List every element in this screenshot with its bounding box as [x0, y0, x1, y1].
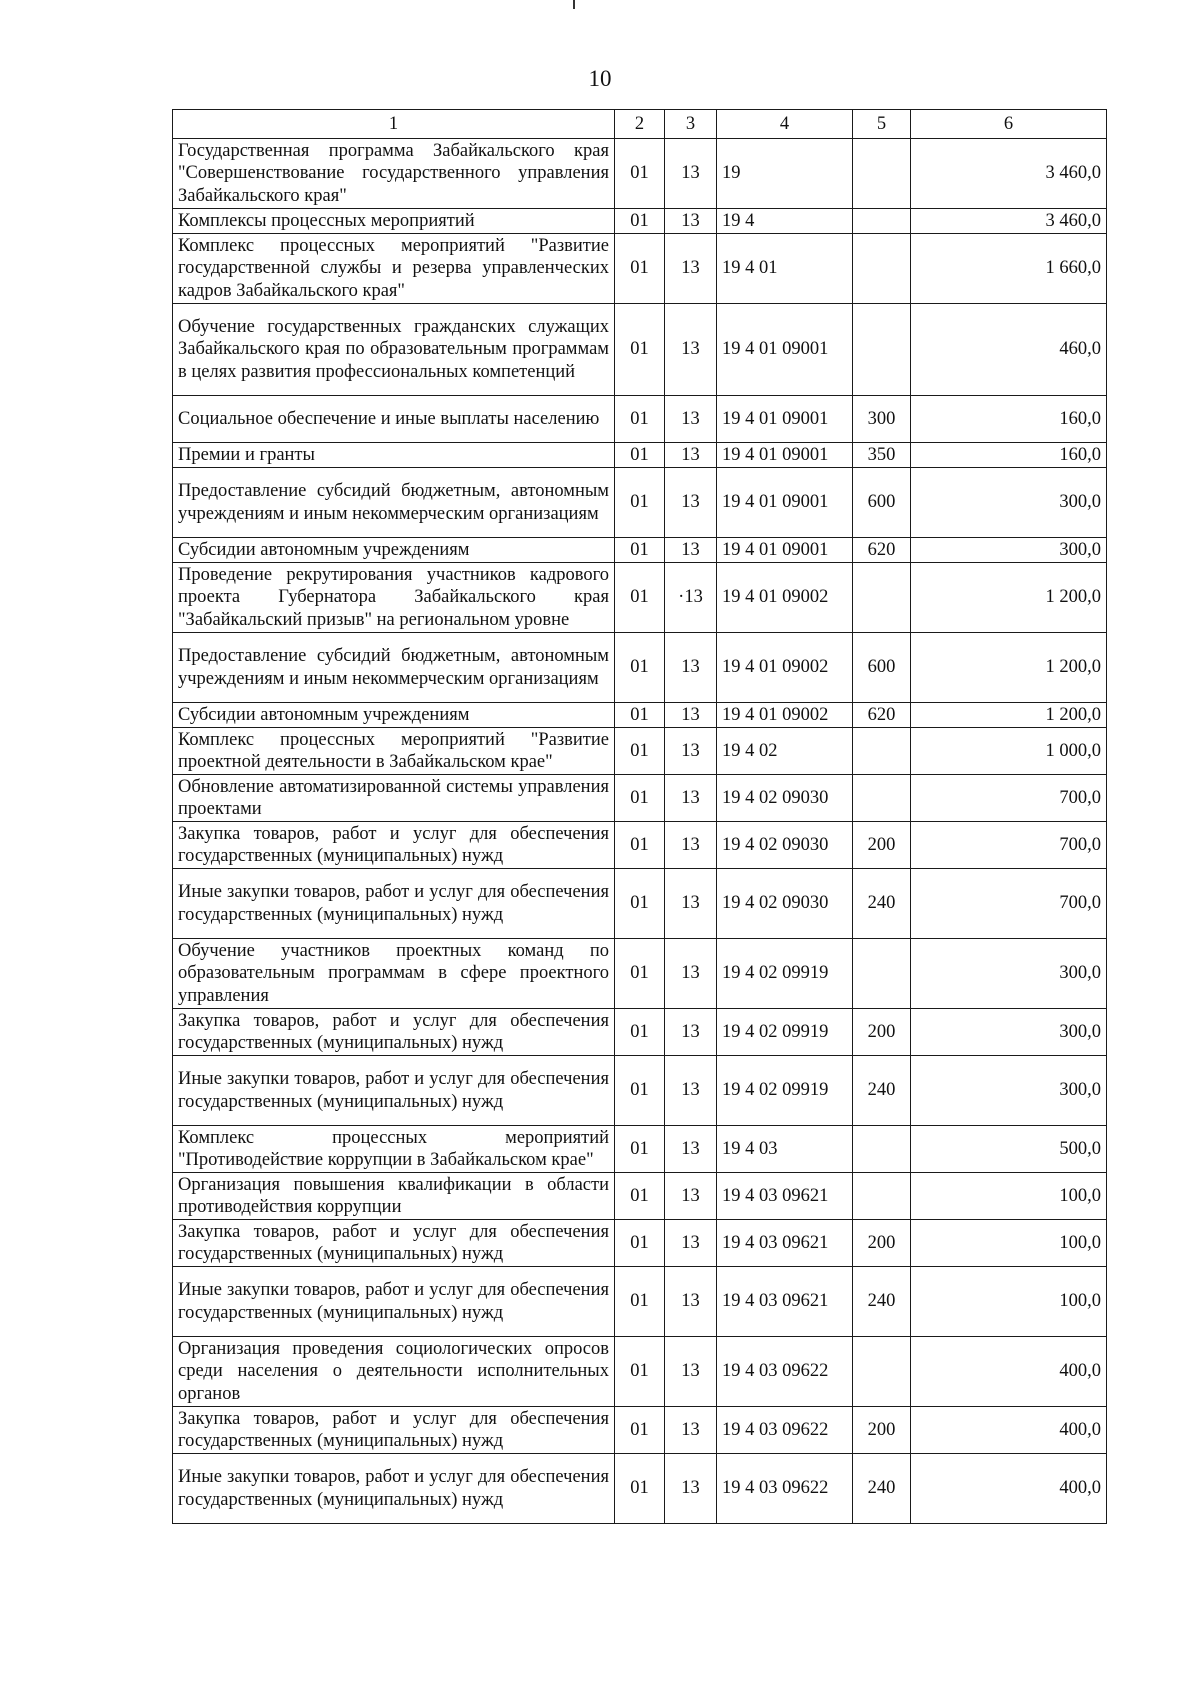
- section-code: 01: [615, 1009, 665, 1056]
- row-description: Обучение государственных гражданских служащих Забайкальского края по образовательным программам в целях развития профессиональных компетенций: [173, 304, 615, 396]
- expense-type-code: [853, 728, 911, 775]
- section-code: 01: [615, 396, 665, 443]
- amount-value: 3 460,0: [911, 139, 1107, 209]
- target-article-code: 19 4 02 09919: [717, 1056, 853, 1126]
- amount-value: 700,0: [911, 869, 1107, 939]
- section-code: 01: [615, 1173, 665, 1220]
- target-article-code: 19 4 01 09001: [717, 304, 853, 396]
- expense-type-code: 620: [853, 538, 911, 563]
- section-code: 01: [615, 1220, 665, 1267]
- row-description: Предоставление субсидий бюджетным, автономным учреждениям и иным некоммерческим организациям: [173, 633, 615, 703]
- target-article-code: 19 4 01 09001: [717, 468, 853, 538]
- target-article-code: 19 4: [717, 209, 853, 234]
- amount-value: 100,0: [911, 1173, 1107, 1220]
- table-row: [173, 1126, 1107, 1173]
- target-article-code: 19 4 01 09001: [717, 538, 853, 563]
- row-description: Закупка товаров, работ и услуг для обеспечения государственных (муниципальных) нужд: [173, 1220, 615, 1267]
- header-cell-5: 5: [853, 110, 911, 139]
- row-description: Субсидии автономным учреждениям: [173, 538, 615, 563]
- table-row: [173, 1267, 1107, 1337]
- subsection-code: 13: [665, 304, 717, 396]
- row-description: Обучение участников проектных команд по образовательным программам в сфере проектного управления: [173, 939, 615, 1009]
- table-row: [173, 1454, 1107, 1524]
- expense-type-code: 300: [853, 396, 911, 443]
- row-description: Организация проведения социологических опросов среди населения о деятельности исполнительных органов: [173, 1337, 615, 1407]
- amount-value: 300,0: [911, 1056, 1107, 1126]
- row-description: Иные закупки товаров, работ и услуг для обеспечения государственных (муниципальных) нужд: [173, 1454, 615, 1524]
- row-description: Закупка товаров, работ и услуг для обеспечения государственных (муниципальных) нужд: [173, 822, 615, 869]
- section-code: 01: [615, 209, 665, 234]
- amount-value: 1 200,0: [911, 633, 1107, 703]
- section-code: 01: [615, 822, 665, 869]
- row-description: Комплексы процессных мероприятий: [173, 209, 615, 234]
- target-article-code: 19 4 01 09001: [717, 396, 853, 443]
- amount-value: 1 200,0: [911, 703, 1107, 728]
- header-cell-2: 2: [615, 110, 665, 139]
- section-code: 01: [615, 633, 665, 703]
- row-description: Субсидии автономным учреждениям: [173, 703, 615, 728]
- amount-value: 1 660,0: [911, 234, 1107, 304]
- table-row: [173, 538, 1107, 563]
- table-row: [173, 234, 1107, 304]
- row-description: Иные закупки товаров, работ и услуг для обеспечения государственных (муниципальных) нужд: [173, 1267, 615, 1337]
- table-row: [173, 1173, 1107, 1220]
- amount-value: 400,0: [911, 1337, 1107, 1407]
- section-code: 01: [615, 443, 665, 468]
- table-row: [173, 1220, 1107, 1267]
- subsection-code: 13: [665, 139, 717, 209]
- section-code: 01: [615, 1056, 665, 1126]
- subsection-code: 13: [665, 209, 717, 234]
- table-row: [173, 939, 1107, 1009]
- section-code: 01: [615, 538, 665, 563]
- header-cell-6: 6: [911, 110, 1107, 139]
- section-code: 01: [615, 304, 665, 396]
- amount-value: 1 000,0: [911, 728, 1107, 775]
- subsection-code: 13: [665, 468, 717, 538]
- subsection-code: 13: [665, 633, 717, 703]
- subsection-code: 13: [665, 1454, 717, 1524]
- table-row: [173, 728, 1107, 775]
- table-row: [173, 822, 1107, 869]
- section-code: 01: [615, 939, 665, 1009]
- row-description: Проведение рекрутирования участников кадрового проекта Губернатора Забайкальского края "Забайкальский призыв" на региональном уровне: [173, 563, 615, 633]
- section-code: 01: [615, 1454, 665, 1524]
- subsection-code: 13: [665, 1126, 717, 1173]
- table-row: [173, 468, 1107, 538]
- section-code: 01: [615, 1126, 665, 1173]
- row-description: Иные закупки товаров, работ и услуг для обеспечения государственных (муниципальных) нужд: [173, 869, 615, 939]
- expense-type-code: 200: [853, 822, 911, 869]
- section-code: 01: [615, 1267, 665, 1337]
- amount-value: 3 460,0: [911, 209, 1107, 234]
- subsection-code: 13: [665, 1220, 717, 1267]
- expense-type-code: [853, 1173, 911, 1220]
- expense-type-code: 200: [853, 1220, 911, 1267]
- section-code: 01: [615, 728, 665, 775]
- expense-type-code: [853, 209, 911, 234]
- table-row: [173, 209, 1107, 234]
- target-article-code: 19 4 03 09621: [717, 1220, 853, 1267]
- section-code: 01: [615, 468, 665, 538]
- amount-value: 100,0: [911, 1267, 1107, 1337]
- subsection-code: ·13: [665, 563, 717, 633]
- scan-mark: [573, 0, 575, 9]
- expense-type-code: 600: [853, 468, 911, 538]
- target-article-code: 19 4 03 09622: [717, 1407, 853, 1454]
- table-row: [173, 443, 1107, 468]
- amount-value: 400,0: [911, 1407, 1107, 1454]
- subsection-code: 13: [665, 1009, 717, 1056]
- table-row: [173, 703, 1107, 728]
- row-description: Комплекс процессных мероприятий "Развитие проектной деятельности в Забайкальском крае": [173, 728, 615, 775]
- row-description: Комплекс процессных мероприятий "Противодействие коррупции в Забайкальском крае": [173, 1126, 615, 1173]
- amount-value: 500,0: [911, 1126, 1107, 1173]
- amount-value: 300,0: [911, 1009, 1107, 1056]
- subsection-code: 13: [665, 443, 717, 468]
- expense-type-code: 200: [853, 1407, 911, 1454]
- header-cell-4: 4: [717, 110, 853, 139]
- amount-value: 300,0: [911, 468, 1107, 538]
- page-number: 10: [588, 66, 612, 91]
- subsection-code: 13: [665, 775, 717, 822]
- section-code: 01: [615, 1337, 665, 1407]
- expense-type-code: [853, 775, 911, 822]
- section-code: 01: [615, 234, 665, 304]
- expense-type-code: 240: [853, 1267, 911, 1337]
- row-description: Государственная программа Забайкальского края "Совершенствование государственного управления Забайкальского края": [173, 139, 615, 209]
- table-row: [173, 563, 1107, 633]
- table-row: [173, 775, 1107, 822]
- amount-value: 160,0: [911, 396, 1107, 443]
- amount-value: 460,0: [911, 304, 1107, 396]
- target-article-code: 19 4 03 09621: [717, 1267, 853, 1337]
- target-article-code: 19 4 01 09001: [717, 443, 853, 468]
- table-header-row: [173, 110, 1107, 139]
- table-row: [173, 139, 1107, 209]
- table-row: [173, 1407, 1107, 1454]
- header-cell-3: 3: [665, 110, 717, 139]
- target-article-code: 19 4 03 09621: [717, 1173, 853, 1220]
- target-article-code: 19 4 02 09919: [717, 939, 853, 1009]
- target-article-code: 19: [717, 139, 853, 209]
- subsection-code: 13: [665, 1337, 717, 1407]
- section-code: 01: [615, 1407, 665, 1454]
- row-description: Закупка товаров, работ и услуг для обеспечения государственных (муниципальных) нужд: [173, 1407, 615, 1454]
- expense-type-code: [853, 234, 911, 304]
- subsection-code: 13: [665, 1173, 717, 1220]
- row-description: Предоставление субсидий бюджетным, автономным учреждениям и иным некоммерческим организациям: [173, 468, 615, 538]
- expense-type-code: 240: [853, 1056, 911, 1126]
- row-description: Комплекс процессных мероприятий "Развитие государственной службы и резерва управленческих кадров Забайкальского края": [173, 234, 615, 304]
- subsection-code: 13: [665, 869, 717, 939]
- subsection-code: 13: [665, 538, 717, 563]
- amount-value: 700,0: [911, 822, 1107, 869]
- section-code: 01: [615, 775, 665, 822]
- section-code: 01: [615, 703, 665, 728]
- table-body: [173, 110, 1107, 1524]
- expense-type-code: 240: [853, 869, 911, 939]
- table-row: [173, 1009, 1107, 1056]
- row-description: Социальное обеспечение и иные выплаты населению: [173, 396, 615, 443]
- row-description: Премии и гранты: [173, 443, 615, 468]
- expense-type-code: [853, 939, 911, 1009]
- target-article-code: 19 4 01: [717, 234, 853, 304]
- expense-type-code: [853, 1337, 911, 1407]
- amount-value: 700,0: [911, 775, 1107, 822]
- target-article-code: 19 4 01 09002: [717, 703, 853, 728]
- target-article-code: 19 4 01 09002: [717, 563, 853, 633]
- subsection-code: 13: [665, 234, 717, 304]
- target-article-code: 19 4 01 09002: [717, 633, 853, 703]
- row-description: Организация повышения квалификации в области противодействия коррупции: [173, 1173, 615, 1220]
- expense-type-code: [853, 304, 911, 396]
- amount-value: 100,0: [911, 1220, 1107, 1267]
- target-article-code: 19 4 02 09030: [717, 775, 853, 822]
- expense-type-code: [853, 563, 911, 633]
- subsection-code: 13: [665, 939, 717, 1009]
- amount-value: 300,0: [911, 538, 1107, 563]
- table-row: [173, 396, 1107, 443]
- expense-type-code: 200: [853, 1009, 911, 1056]
- target-article-code: 19 4 02: [717, 728, 853, 775]
- subsection-code: 13: [665, 1407, 717, 1454]
- table-row: [173, 1056, 1107, 1126]
- header-cell-1: 1: [173, 110, 615, 139]
- subsection-code: 13: [665, 822, 717, 869]
- amount-value: 1 200,0: [911, 563, 1107, 633]
- budget-table: [172, 109, 1107, 1524]
- subsection-code: 13: [665, 396, 717, 443]
- subsection-code: 13: [665, 728, 717, 775]
- subsection-code: 13: [665, 1267, 717, 1337]
- expense-type-code: 240: [853, 1454, 911, 1524]
- amount-value: 160,0: [911, 443, 1107, 468]
- table-row: [173, 304, 1107, 396]
- section-code: 01: [615, 869, 665, 939]
- subsection-code: 13: [665, 1056, 717, 1126]
- target-article-code: 19 4 03 09622: [717, 1337, 853, 1407]
- table-row: [173, 633, 1107, 703]
- section-code: 01: [615, 139, 665, 209]
- table-row: [173, 1337, 1107, 1407]
- target-article-code: 19 4 03: [717, 1126, 853, 1173]
- expense-type-code: [853, 139, 911, 209]
- subsection-code: 13: [665, 703, 717, 728]
- expense-type-code: 600: [853, 633, 911, 703]
- target-article-code: 19 4 03 09622: [717, 1454, 853, 1524]
- amount-value: 300,0: [911, 939, 1107, 1009]
- row-description: Иные закупки товаров, работ и услуг для обеспечения государственных (муниципальных) нужд: [173, 1056, 615, 1126]
- target-article-code: 19 4 02 09030: [717, 822, 853, 869]
- expense-type-code: [853, 1126, 911, 1173]
- expense-type-code: 350: [853, 443, 911, 468]
- section-code: 01: [615, 563, 665, 633]
- target-article-code: 19 4 02 09030: [717, 869, 853, 939]
- amount-value: 400,0: [911, 1454, 1107, 1524]
- table-row: [173, 869, 1107, 939]
- row-description: Закупка товаров, работ и услуг для обеспечения государственных (муниципальных) нужд: [173, 1009, 615, 1056]
- target-article-code: 19 4 02 09919: [717, 1009, 853, 1056]
- row-description: Обновление автоматизированной системы управления проектами: [173, 775, 615, 822]
- expense-type-code: 620: [853, 703, 911, 728]
